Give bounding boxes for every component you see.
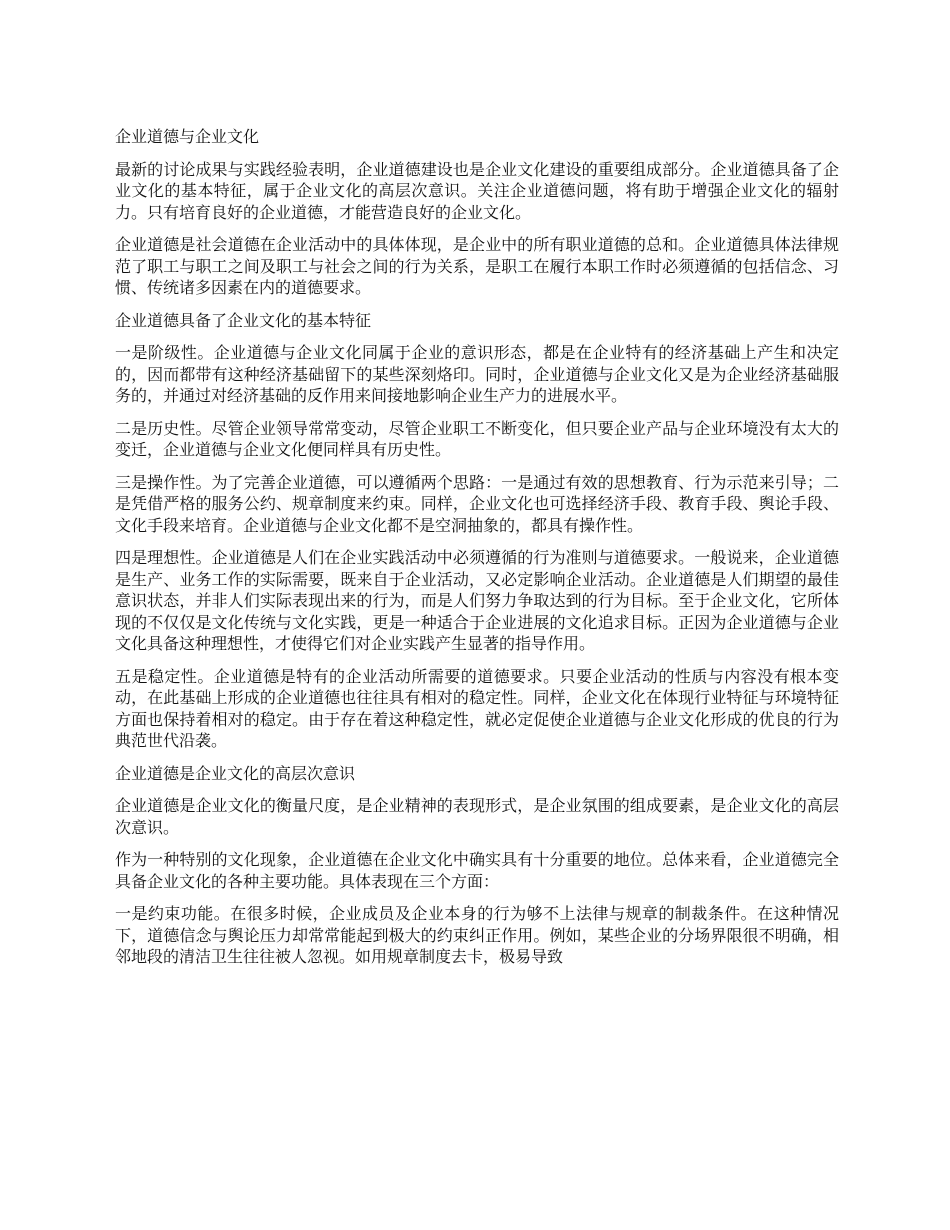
definition-paragraph: 企业道德是社会道德在企业活动中的具体体现，是企业中的所有职业道德的总和。企业道德具体法律规范了职工与职工之间及职工与社会之间的行为关系，是职工在履行本职工作时必须遵循的包括信念、习惯、传统诸多因素在内的道德要求。 xyxy=(115,235,839,297)
doc-title: 企业道德与企业文化 xyxy=(115,127,260,146)
feature-stability-paragraph: 五是稳定性。企业道德是特有的企业活动所需要的道德要求。只要企业活动的性质与内容没有根本变动，在此基础上形成的企业道德也往往具有相对的稳定性。同样，企业文化在体现行业特征与环境特征方面也保持着相对的稳定。由于存在着这种稳定性，就必定促使企业道德与企业文化形成的优良的行为典范世代沿袭。 xyxy=(115,666,839,750)
feature-history-paragraph: 二是历史性。尽管企业领导常常变动，尽管企业职工不断变化，但只要企业产品与企业环境没有太大的变迁，企业道德与企业文化便同样具有历史性。 xyxy=(115,418,839,459)
high-level-paragraph: 企业道德是企业文化的衡量尺度，是企业精神的表现形式，是企业氛围的组成要素，是企业文化的高层次意识。 xyxy=(115,796,839,837)
document-page xyxy=(115,126,839,979)
feature-operability-paragraph: 三是操作性。为了完善企业道德，可以遵循两个思路：一是通过有效的思想教育、行为示范来引导；二是凭借严格的服务公约、规章制度来约束。同样，企业文化也可选择经济手段、教育手段、舆论手段、文化手段来培育。企业道德与企业文化都不是空洞抽象的，都具有操作性。 xyxy=(115,472,839,535)
section-heading-basic-features: 企业道德具备了企业文化的基本特征 xyxy=(115,310,372,330)
feature-class-paragraph: 一是阶级性。企业道德与企业文化同属于企业的意识形态，都是在企业特有的经济基础上产生和决定的，因而都带有这种经济基础留下的某些深刻烙印。同时，企业道德与企业文化又是为企业经济基础服务的，并通过对经济基础的反作用来间接地影响企业生产力的进展水平。 xyxy=(115,343,839,405)
functions-intro-paragraph: 作为一种特别的文化现象，企业道德在企业文化中确实具有十分重要的地位。总体来看，企业道德完全具备企业文化的各种主要功能。具体表现在三个方面： xyxy=(115,850,839,891)
section-heading-high-level: 企业道德是企业文化的高层次意识 xyxy=(115,763,356,783)
feature-ideal-paragraph: 四是理想性。企业道德是人们在企业实践活动中必须遵循的行为准则与道德要求。一般说来，企业道德是生产、业务工作的实际需要，既来自于企业活动，又必定影响企业活动。企业道德是人们期望的最佳意识状态，并非人们实际表现出来的行为，而是人们努力争取达到的行为目标。至于企业文化，它所体现的不仅仅是文化传统与文化实践，更是一种适合于企业进展的文化追求目标。正因为企业道德与企业文化具备这种理想性，才使得它们对企业实践产生显著的指导作用。 xyxy=(115,548,839,653)
function-constraint-paragraph: 一是约束功能。在很多时候，企业成员及企业本身的行为够不上法律与规章的制裁条件。在这种情况下，道德信念与舆论压力却常常能起到极大的约束纠正作用。例如，某些企业的分场界限很不明确，相邻地段的清洁卫生往往被人忽视。如用规章制度去卡，极易导致 xyxy=(115,904,839,966)
intro-paragraph: 最新的讨论成果与实践经验表明，企业道德建设也是企业文化建设的重要组成部分。企业道德具备了企业文化的基本特征，属于企业文化的高层次意识。关注企业道德问题，将有助于增强企业文化的辐射力。只有培育良好的企业道德，才能营造良好的企业文化。 xyxy=(115,159,839,222)
